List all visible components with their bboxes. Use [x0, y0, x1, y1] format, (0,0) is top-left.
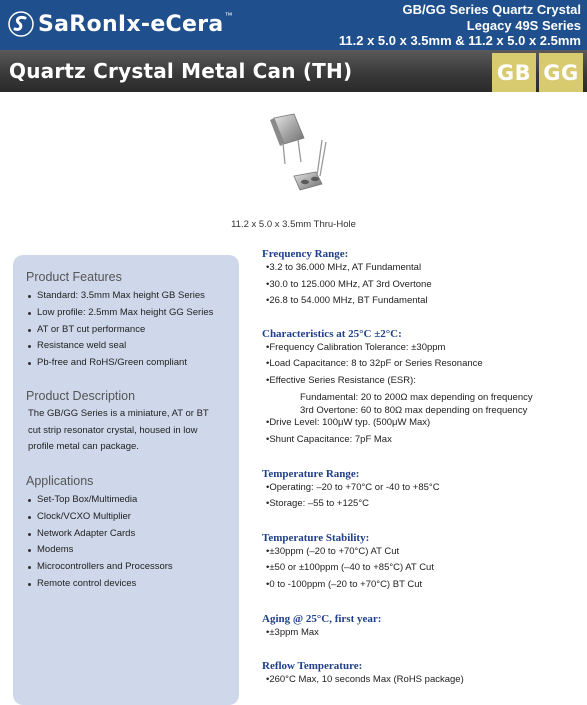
- description-line: profile metal can package.: [28, 441, 139, 453]
- series-line-1: GB/GG Series Quartz Crystal: [402, 2, 581, 17]
- badge-gg: GG: [539, 53, 583, 92]
- page-title: Quartz Crystal Metal Can (TH): [9, 59, 353, 83]
- features-heading: Product Features: [26, 270, 122, 284]
- list-item: Standard: 3.5mm Max height GB Series: [28, 288, 213, 305]
- spec-item: •Shunt Capacitance: 7pF Max: [266, 434, 392, 445]
- spec-item: •Effective Series Resistance (ESR):: [266, 375, 416, 386]
- applications-list: [28, 492, 173, 593]
- spec-item: •Load Capacitance: 8 to 32pF or Series Resonance: [266, 358, 483, 369]
- description-text: [28, 406, 223, 456]
- spec-item: •30.0 to 125.000 MHz, AT 3rd Overtone: [266, 279, 432, 290]
- reflow-heading: Reflow Temperature:: [262, 660, 363, 672]
- spec-item: •±3ppm Max: [266, 627, 319, 638]
- spec-item: •Drive Level: 100μW typ. (500μW Max): [266, 417, 431, 428]
- description-line: cut strip resonator crystal, housed in low: [28, 424, 198, 436]
- list-item: AT or BT cut performance: [28, 322, 213, 339]
- description-heading: Product Description: [26, 389, 136, 403]
- crystal-product-image: [260, 110, 340, 212]
- spec-item: •Storage: –55 to +125°C: [266, 498, 369, 509]
- spec-item: •260°C Max, 10 seconds Max (RoHS package): [266, 674, 464, 685]
- list-item: Microcontrollers and Processors: [28, 559, 173, 576]
- trademark-mark: ™: [224, 11, 233, 20]
- list-item: Set-Top Box/Multimedia: [28, 492, 173, 509]
- spec-item: •±50 or ±100ppm (–40 to +85°C) AT Cut: [266, 562, 434, 573]
- saronix-logo-icon: [8, 11, 34, 37]
- series-header: [339, 2, 581, 49]
- list-item: Resistance weld seal: [28, 338, 213, 355]
- list-item: Modems: [28, 542, 173, 559]
- brand-logo: [8, 9, 233, 39]
- spec-item: •Frequency Calibration Tolerance: ±30ppm: [266, 342, 446, 353]
- header-bar: [0, 0, 587, 50]
- applications-heading: Applications: [26, 474, 94, 488]
- list-item: Pb-free and RoHS/Green compliant: [28, 355, 213, 372]
- spec-item: •3.2 to 36.000 MHz, AT Fundamental: [266, 262, 422, 273]
- spec-item: •26.8 to 54.000 MHz, BT Fundamental: [266, 295, 428, 306]
- spec-item: •0 to -100ppm (–20 to +70°C) BT Cut: [266, 579, 423, 590]
- stability-heading: Temperature Stability:: [262, 532, 370, 544]
- temp-range-heading: Temperature Range:: [262, 468, 360, 480]
- features-list: [28, 288, 213, 372]
- frequency-heading: Frequency Range:: [262, 248, 349, 260]
- list-item: Clock/VCXO Multiplier: [28, 509, 173, 526]
- badge-gb: GB: [492, 53, 536, 92]
- spec-item: •±30ppm (–20 to +70°C) AT Cut: [266, 546, 400, 557]
- esr-detail: 3rd Overtone: 60 to 80Ω max depending on frequency: [300, 405, 528, 416]
- list-item: Low profile: 2.5mm Max height GG Series: [28, 305, 213, 322]
- list-item: Remote control devices: [28, 576, 173, 593]
- series-line-2: Legacy 49S Series: [466, 17, 581, 33]
- list-item: Network Adapter Cards: [28, 526, 173, 543]
- series-line-3: 11.2 x 5.0 x 3.5mm & 11.2 x 5.0 x 2.5mm: [338, 33, 581, 48]
- description-line: The GB/GG Series is a miniature, AT or BT: [28, 408, 209, 419]
- spec-item: •Operating: –20 to +70°C or -40 to +85°C: [266, 482, 440, 493]
- brand-name: SaRonIx-eCera: [38, 11, 224, 37]
- image-caption: 11.2 x 5.0 x 3.5mm Thru-Hole: [231, 219, 356, 230]
- esr-detail: Fundamental: 20 to 200Ω max depending on frequency: [300, 392, 533, 403]
- characteristics-heading: Characteristics at 25°C ±2°C:: [262, 328, 402, 340]
- aging-heading: Aging @ 25°C, first year:: [262, 613, 382, 625]
